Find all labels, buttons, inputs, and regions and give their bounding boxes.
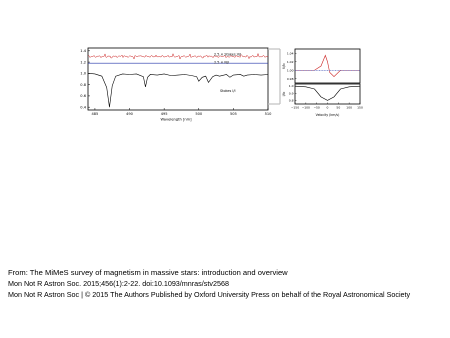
annotation-stokes-v: 2.5 × Stokes V/I (214, 52, 242, 57)
left-x-axis-label: Wavelength [nm] (160, 117, 192, 122)
right-panel (282, 49, 363, 117)
left-x-tick-label: 495 (160, 112, 168, 116)
left-series (88, 54, 268, 108)
left-y-tick-label: 0.4 (80, 105, 86, 110)
bracket (268, 49, 280, 104)
caption-citation: Mon Not R Astron Soc. 2015;456(1):2-22. doi:10.1093/mnras/stv2568 (8, 279, 229, 288)
annotation-null-n: 2.5 × N/I (214, 60, 230, 65)
left-y-tick-label: 0.6 (80, 94, 86, 99)
left-x-tick-label: 490 (126, 112, 133, 116)
left-y-tick-label: 1.4 (80, 49, 86, 54)
caption-copyright: Mon Not R Astron Soc | © 2015 The Authors Published by Oxford University Press on behalf of the Royal Astronomical Society (8, 290, 411, 299)
lsd-stokes-i-line (295, 86, 360, 100)
lsd-stokes-v-line (295, 55, 360, 76)
right-bottom-y-tick-label: 0.9 (288, 91, 294, 96)
left-x-tick-label: 500 (195, 112, 203, 116)
right-top-y-tick-label: 1.00 (286, 68, 294, 73)
right-bottom-y-tick-label: 0.8 (288, 98, 294, 103)
annotation-stokes-i: Stokes I/I (220, 89, 236, 93)
left-panel (80, 48, 272, 122)
right-x-axis-label: Velocity (km/s) (315, 113, 340, 117)
left-x-tick-label: 510 (264, 112, 272, 116)
right-x-tick-label: 0 (326, 105, 329, 110)
left-x-tick-label: 485 (91, 112, 99, 116)
right-x-tick-label: −150 (290, 105, 300, 110)
right-top-y-tick-label: 1.04 (286, 51, 294, 56)
right-x-tick-label: −100 (301, 105, 310, 110)
right-top-y-tick-label: 0.98 (286, 76, 294, 81)
right-x-tick-label: 100 (346, 105, 353, 110)
left-y-tick-label: 0.8 (80, 82, 86, 87)
right-top-y-label: V/Ic (282, 63, 286, 69)
right-top-y-tick-label: 1.02 (286, 59, 294, 64)
right-series (295, 55, 360, 100)
right-x-tick-label: −50 (313, 105, 320, 110)
left-plot-frame (88, 48, 268, 110)
left-x-ticks (91, 108, 272, 116)
right-top-frame (295, 49, 360, 83)
caption-title: From: The MiMeS survey of magnetism in massive stars: introduction and overview (8, 268, 288, 277)
right-x-tick-label: 50 (336, 105, 341, 110)
right-x-tick-label: 150 (357, 105, 363, 110)
left-x-tick-label: 505 (229, 112, 237, 116)
left-y-tick-label: 1.0 (80, 71, 86, 76)
left-y-tick-label: 1.2 (80, 60, 86, 65)
right-bottom-y-tick-label: 1.0 (288, 84, 294, 89)
right-x-ticks (291, 103, 363, 110)
right-bottom-y-label: I/Ic (282, 91, 286, 97)
stokes-i-line (88, 73, 268, 107)
left-y-ticks (80, 49, 90, 109)
